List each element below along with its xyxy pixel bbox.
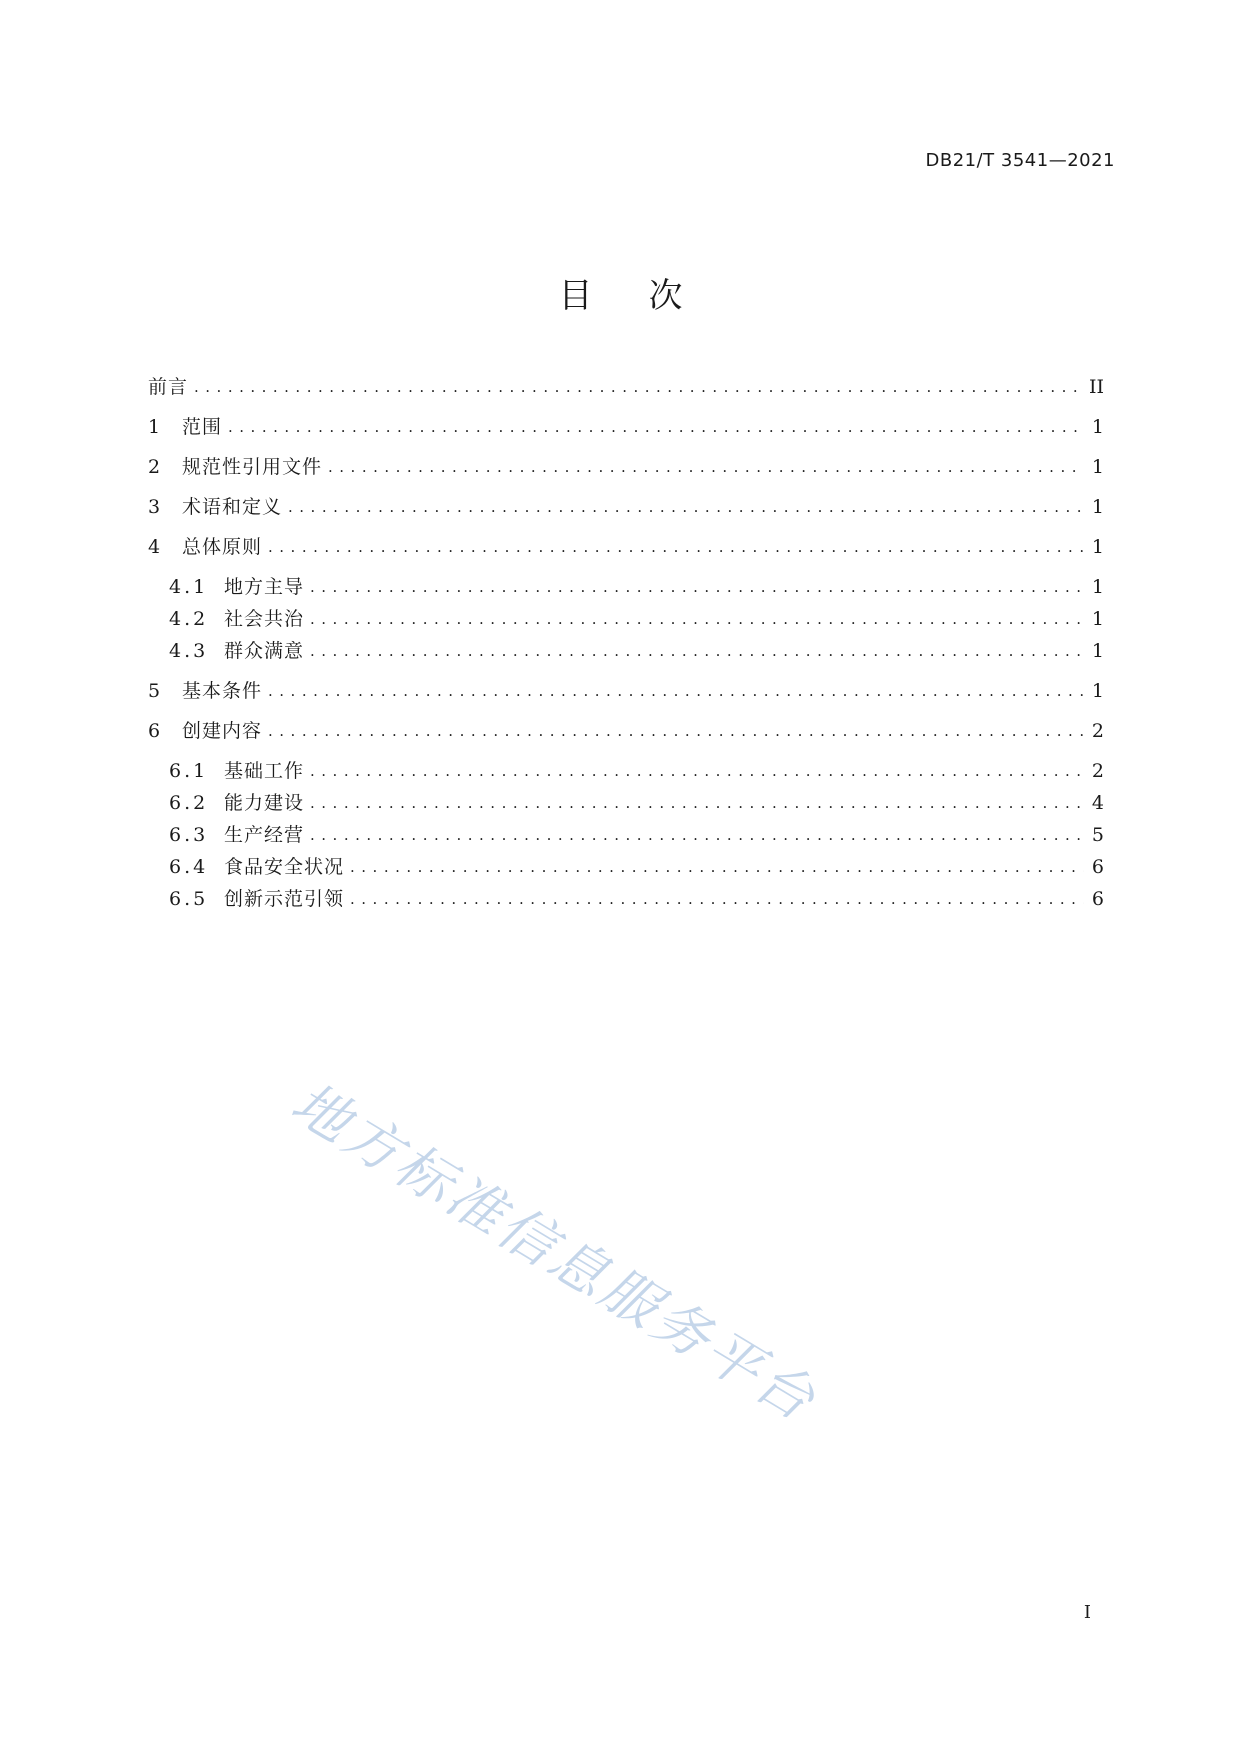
toc-leader-dots — [310, 790, 1084, 816]
toc-entry-5[interactable] — [148, 678, 1104, 704]
toc-entry-number: 4.2 — [169, 608, 209, 630]
toc-entry-page: 1 — [1091, 608, 1104, 630]
toc-entry-page: 1 — [1091, 416, 1104, 438]
toc-leader-dots — [310, 638, 1084, 664]
toc-title: 目次 — [558, 276, 739, 316]
toc-entry-label: 群众满意 — [224, 640, 305, 662]
toc-entry-page: 5 — [1091, 824, 1104, 846]
toc-leader-dots — [268, 678, 1084, 704]
toc-entry-4[interactable] — [148, 534, 1104, 560]
toc-entry-page: II — [1088, 376, 1104, 398]
toc-leader-dots — [310, 758, 1084, 784]
toc-entry-number: 1 — [148, 416, 161, 438]
toc-entry-number: 6 — [148, 720, 161, 742]
toc-entry-label: 术语和定义 — [182, 496, 283, 518]
toc-leader-dots — [268, 718, 1084, 744]
toc-entry-number: 4.3 — [169, 640, 209, 662]
toc-entry-number: 2 — [148, 456, 161, 478]
toc-entry-label: 范围 — [182, 416, 223, 438]
toc-entry-3[interactable] — [148, 494, 1104, 520]
toc-entry-number: 6.5 — [169, 888, 209, 910]
toc-entry-page: 1 — [1091, 456, 1104, 478]
toc-entry-6-3[interactable] — [169, 822, 1104, 848]
toc-entry-number: 3 — [148, 496, 161, 518]
toc-entry-4-2[interactable] — [169, 606, 1104, 632]
toc-entry-page: 1 — [1091, 680, 1104, 702]
toc-entry-label: 食品安全状况 — [224, 856, 345, 878]
toc-leader-dots — [310, 574, 1084, 600]
toc-entry-1[interactable] — [148, 414, 1104, 440]
toc-entry-label: 基本条件 — [182, 680, 263, 702]
toc-entry-2[interactable] — [148, 454, 1104, 480]
toc-entry-6-5[interactable] — [169, 886, 1104, 912]
toc-entry-page: 1 — [1091, 576, 1104, 598]
toc-leader-dots — [310, 606, 1084, 632]
toc-entry-page: 2 — [1091, 720, 1104, 742]
toc-entry-label: 地方主导 — [224, 576, 305, 598]
toc-entry-label: 社会共治 — [224, 608, 305, 630]
toc-entry-number: 4.1 — [169, 576, 209, 598]
document-code: DB21/T 3541—2021 — [925, 150, 1115, 171]
toc-entry-number: 6.1 — [169, 760, 209, 782]
toc-entry-page: 1 — [1091, 496, 1104, 518]
toc-entry-page: 6 — [1091, 888, 1104, 910]
page-number: I — [1083, 1602, 1091, 1623]
toc-entry-page: 2 — [1091, 760, 1104, 782]
toc-entry-4-1[interactable] — [169, 574, 1104, 600]
toc-entry-6-4[interactable] — [169, 854, 1104, 880]
toc-entry-4-3[interactable] — [169, 638, 1104, 664]
toc-leader-dots — [194, 374, 1083, 400]
toc-entry-label: 总体原则 — [182, 536, 263, 558]
toc-entry-number: 6.4 — [169, 856, 209, 878]
toc-leader-dots — [310, 822, 1084, 848]
toc-entry-label: 能力建设 — [224, 792, 305, 814]
toc-entry-page: 6 — [1091, 856, 1104, 878]
toc-entry-page: 4 — [1091, 792, 1104, 814]
toc-entry-6-2[interactable] — [169, 790, 1104, 816]
toc-entry-page: 1 — [1091, 536, 1104, 558]
watermark-text: 地方标准信息服务平台 — [280, 1070, 829, 1436]
toc-entry-6-1[interactable] — [169, 758, 1104, 784]
toc-leader-dots — [350, 886, 1084, 912]
toc-entry-number: 6.3 — [169, 824, 209, 846]
toc-entry-foreword[interactable] — [148, 374, 1104, 400]
toc-entry-label: 规范性引用文件 — [182, 456, 323, 478]
toc-leader-dots — [328, 454, 1084, 480]
toc-entry-number: 5 — [148, 680, 161, 702]
toc-entry-label: 创新示范引领 — [224, 888, 345, 910]
toc-entry-6[interactable] — [148, 718, 1104, 744]
toc-entry-label: 创建内容 — [182, 720, 263, 742]
toc-leader-dots — [228, 414, 1084, 440]
toc-entry-page: 1 — [1091, 640, 1104, 662]
toc-leader-dots — [288, 494, 1084, 520]
toc-leader-dots — [350, 854, 1084, 880]
toc-entry-number: 6.2 — [169, 792, 209, 814]
toc-leader-dots — [268, 534, 1084, 560]
toc-entry-label: 生产经营 — [224, 824, 305, 846]
toc-entry-label: 基础工作 — [224, 760, 305, 782]
toc-entry-number: 4 — [148, 536, 161, 558]
toc-entry-label: 前言 — [148, 376, 189, 398]
